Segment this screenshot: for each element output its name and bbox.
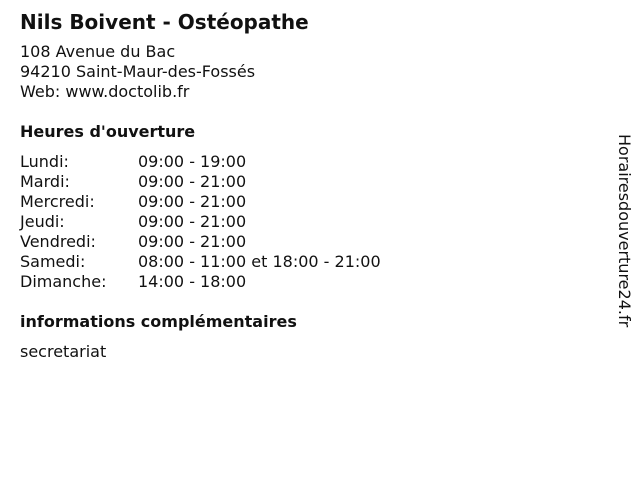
address-block xyxy=(20,42,600,102)
business-card xyxy=(20,10,600,362)
hours-row-jeudi xyxy=(20,212,600,232)
time-range: 09:00 - 19:00 xyxy=(138,152,247,171)
business-name: Nils Boivent - Ostéopathe xyxy=(20,10,309,34)
website-line[interactable]: Web: www.doctolib.fr xyxy=(20,82,190,101)
day-label: Samedi: xyxy=(20,252,86,271)
hours-row-mardi xyxy=(20,172,600,192)
day-label: Dimanche: xyxy=(20,272,107,291)
address-street: 108 Avenue du Bac xyxy=(20,42,176,61)
day-label: Lundi: xyxy=(20,152,69,171)
time-range: 09:00 - 21:00 xyxy=(138,212,247,231)
hours-row-mercredi xyxy=(20,192,600,212)
time-range: 14:00 - 18:00 xyxy=(138,272,247,291)
day-label: Mercredi: xyxy=(20,192,95,211)
hours-row-lundi xyxy=(20,152,600,172)
address-city: 94210 Saint-Maur-des-Fossés xyxy=(20,62,256,81)
site-watermark: Horairesdouverture24.fr xyxy=(615,134,634,328)
day-label: Jeudi: xyxy=(20,212,65,231)
additional-info-text: secretariat xyxy=(20,342,107,361)
hours-row-vendredi xyxy=(20,232,600,252)
time-range: 09:00 - 21:00 xyxy=(138,192,247,211)
time-range: 09:00 - 21:00 xyxy=(138,232,247,251)
day-label: Vendredi: xyxy=(20,232,96,251)
opening-hours-list xyxy=(20,152,600,292)
additional-info-heading: informations complémentaires xyxy=(20,312,297,331)
time-range: 08:00 - 11:00 et 18:00 - 21:00 xyxy=(138,252,381,271)
opening-hours-heading: Heures d'ouverture xyxy=(20,122,196,141)
time-range: 09:00 - 21:00 xyxy=(138,172,247,191)
hours-row-dimanche xyxy=(20,272,600,292)
hours-row-samedi xyxy=(20,252,600,272)
day-label: Mardi: xyxy=(20,172,70,191)
